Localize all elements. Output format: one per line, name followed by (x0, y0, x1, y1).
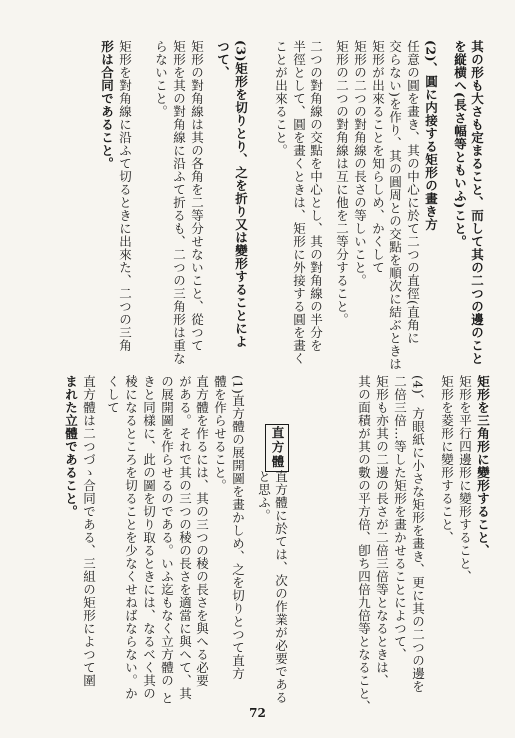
text-column: 直方體に於ては、次の作業が必要である (273, 470, 289, 704)
text-column: (1)直方體の展開圖を畫かしめ、之を切りとつて直方 (230, 375, 246, 681)
text-column: 體を作らせること。 (212, 375, 228, 492)
text-column: がある。それで其の三つの稜の長さを適當に與へて、其 (177, 375, 193, 700)
text-column: 矩形の二つの對角線の長さの等しいこと。 (352, 40, 368, 287)
section-heading-box: 直方體 (265, 424, 289, 472)
text-column: 矩形を平行四邊形に變形すること、 (457, 375, 473, 583)
text-column: 稜になるところを切ることを少なくせねばならない。か (123, 375, 139, 700)
text-column: 形は合同であること。 (99, 40, 115, 170)
text-column: きと同樣に、此の圖を切り取るときには、なるべく其の (141, 375, 157, 700)
text-column: 矩形が出來ることを知らしめ、かくして (370, 40, 386, 274)
text-column: 矩形を三角形に變形すること、 (475, 375, 491, 557)
text-column: 半徑として、圓を畫くときは、矩形に外接する圓を畫く (291, 40, 307, 365)
text-column: 二倍三倍…等した矩形を畫かせることによつて、 (392, 375, 408, 661)
text-column: 矩形の對角線は其の各角を二等分せないこと、從つて (189, 40, 205, 352)
text-column: 矩形の二つの對角線は互に他を二等分すること。 (334, 40, 350, 326)
text-column: (3)矩形を切りとり、之を折り又は變形することによ (233, 40, 249, 349)
text-column: 矩形を其の對角線に沿ふて折るも、二つの三角形は重な (171, 40, 187, 365)
text-column: 二つの對角線の交點を中心とし、其の對角線の半分を (308, 40, 324, 352)
text-column: 任意の圓を畫き、其の中心に於て二つの直徑(直角に (405, 40, 421, 345)
text-column: 直方體は二つづゝ合同である、三組の矩形によつて圍 (81, 375, 97, 687)
text-column: と思ふ。 (256, 470, 272, 522)
text-column: つて、 (215, 40, 231, 79)
text-column: 其の面積が其の數の平方倍、卽ち四倍九倍等となること、 (356, 375, 372, 713)
text-column: 其の形も大さも定まること、而して其の二つの邊のこと (469, 40, 485, 365)
text-column: 矩形を菱形に變形すること、 (439, 375, 455, 544)
text-column: 交らない)を作り、其の圓周との交點を順次に結ぶときは (387, 40, 403, 371)
text-column: 矩形も亦其の二邊の長さが二倍三倍等となるときは、 (374, 375, 390, 687)
page-number: 72 (249, 706, 266, 720)
text-column: ことが出來ること。 (273, 40, 289, 157)
text-column: まれた立體であること。 (63, 375, 79, 518)
text-column: (2)、圓に内接する矩形の畫き方 (423, 40, 439, 232)
text-column: (4)、方眼紙に小さな矩形を畫き、更に其の二つの邊を (410, 375, 426, 694)
text-column: らないこと。 (153, 40, 169, 118)
text-column: の展開圖を作らせるのである。いふ迄もなく立方體の と (159, 375, 175, 705)
text-column: 矩形を對角線に沿ふて切るときに出來た、二つの三角 (117, 40, 133, 352)
text-column: くして (105, 375, 121, 414)
text-column: を縦横へ(長さ幅等ともいふ)こと。 (452, 40, 468, 248)
text-column: 直方體を作るには、其の三つの稜の長さを與へる必要 (194, 375, 210, 687)
